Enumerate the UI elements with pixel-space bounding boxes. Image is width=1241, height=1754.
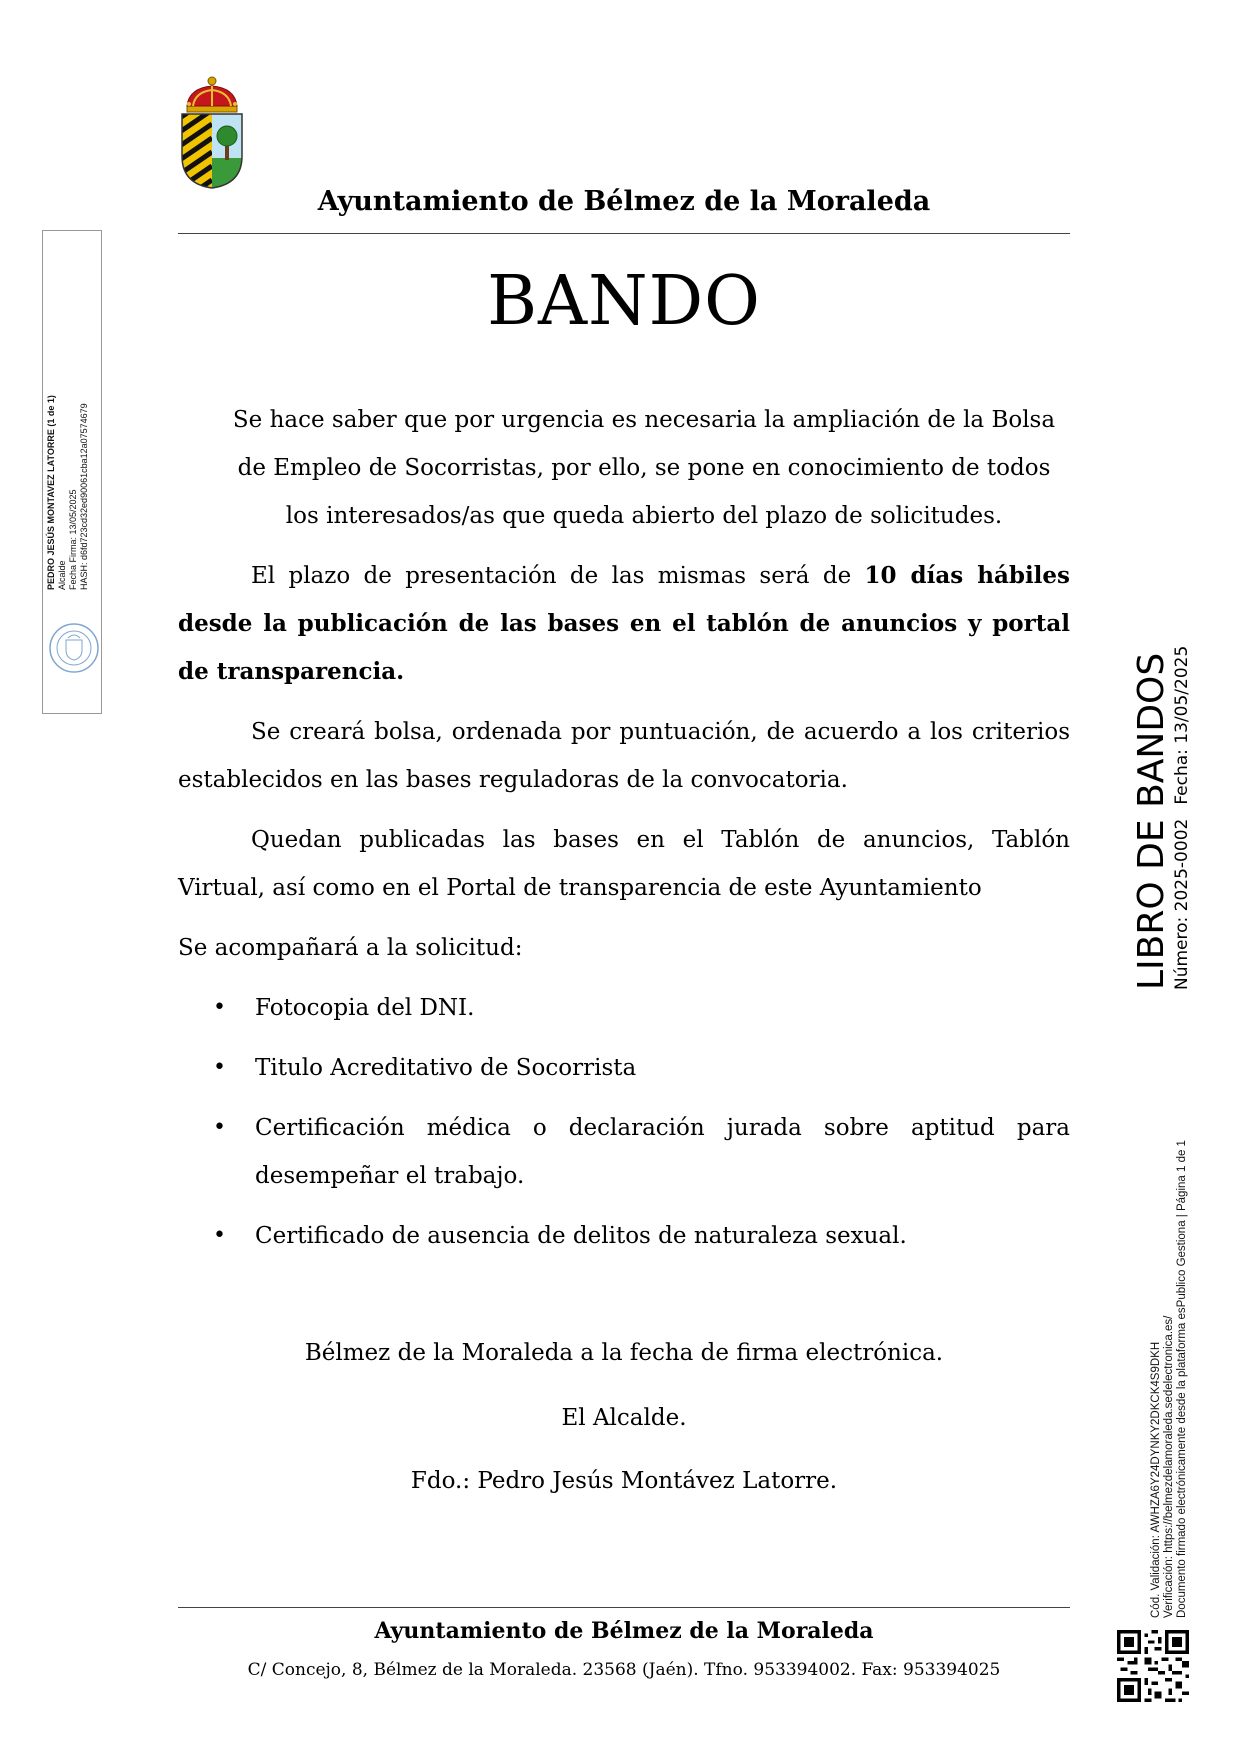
paragraph-publication: Quedan publicadas las bases en el Tablón de anuncios, Tablón Virtual, así como en el Portal de transparencia de este Ayuntamiento: [178, 827, 1070, 901]
footer-divider: [178, 1607, 1070, 1608]
organization-title: Ayuntamiento de Bélmez de la Moraleda: [317, 186, 931, 217]
signature-role: Alcalde: [57, 560, 67, 590]
register-details: [1172, 646, 1192, 990]
signature-hash: HASH: d6fd723cd32ed90061cba12a07574679: [79, 403, 89, 590]
signature-date: Fecha Firma: 13/05/2025: [68, 489, 78, 590]
list-item: • Fotocopia del DNI.: [178, 984, 1070, 1032]
bullet-icon: •: [213, 1223, 226, 1248]
register-book-label: LIBRO DE BANDOS: [1131, 652, 1172, 990]
paragraph-deadline: [178, 552, 1070, 696]
bullet-icon: •: [213, 1055, 226, 1080]
register-number: Número: 2025-0002: [1172, 818, 1192, 990]
closing-signature: Fdo.: Pedro Jesús Montávez Latorre.: [410, 1468, 838, 1494]
footer-organization: Ayuntamiento de Bélmez de la Moraleda: [374, 1618, 874, 1644]
verification-code: Cód. Validación: AWHZA6Y24DYNKY2DKCK4S9DKH: [1150, 1341, 1162, 1618]
signature-details: [46, 0, 90, 590]
qr-code-icon: [1117, 1630, 1189, 1702]
verification-platform: Documento firmado electrónicamente desde la plataforma esPublico Gestiona | Página 1 de 1: [1176, 1140, 1188, 1618]
list-item: • Titulo Acreditativo de Socorrista: [178, 1044, 1070, 1092]
document-title: BANDO: [487, 262, 761, 341]
requirements-list: [178, 984, 1070, 1272]
footer-address: C/ Concejo, 8, Bélmez de la Moraleda. 23568 (Jaén). Tfno. 953394002. Fax: 953394025: [247, 1660, 1001, 1680]
municipal-coat-of-arms-icon: [179, 76, 245, 190]
register-date: Fecha: 13/05/2025: [1172, 645, 1192, 805]
paragraph-announcement: Se hace saber que por urgencia es necesaria la ampliación de la Bolsa de Empleo de Socorristas, por ello, se pone en conocimiento de todos los interesados/as que queda abierto del plazo de solicitudes.: [232, 407, 1056, 529]
paragraph-attachments-intro: Se acompañará a la solicitud:: [178, 935, 523, 961]
bullet-icon: •: [213, 1115, 226, 1140]
verification-details: [1150, 1140, 1189, 1618]
paragraph-ranking: Se creará bolsa, ordenada por puntuación, de acuerdo a los criterios establecidos en las bases reguladoras de la convocatoria.: [178, 719, 1070, 793]
header-divider: [178, 233, 1070, 234]
bullet-icon: •: [213, 995, 226, 1020]
list-item: • Certificado de ausencia de delitos de naturaleza sexual.: [178, 1212, 1070, 1260]
list-item: • Certificación médica o declaración jurada sobre aptitud para desempeñar el trabajo.: [178, 1104, 1070, 1200]
deadline-lead: El plazo de presentación de las mismas será de: [251, 563, 865, 589]
signature-signer: PEDRO JESÚS MONTAVEZ LATORRE (1 de 1): [46, 395, 56, 590]
municipal-seal-icon: [48, 622, 100, 674]
closing-place-date: Bélmez de la Moraleda a la fecha de firma electrónica.: [304, 1340, 944, 1366]
deadline-emphasis: 10 días hábiles desde la publicación de las bases en el tablón de anuncios y portal de transparencia.: [178, 562, 1070, 685]
closing-role: El Alcalde.: [561, 1405, 687, 1431]
verification-url: Verificación: https://belmezdelamoraleda.sedelectronica.es/: [1163, 1315, 1175, 1618]
